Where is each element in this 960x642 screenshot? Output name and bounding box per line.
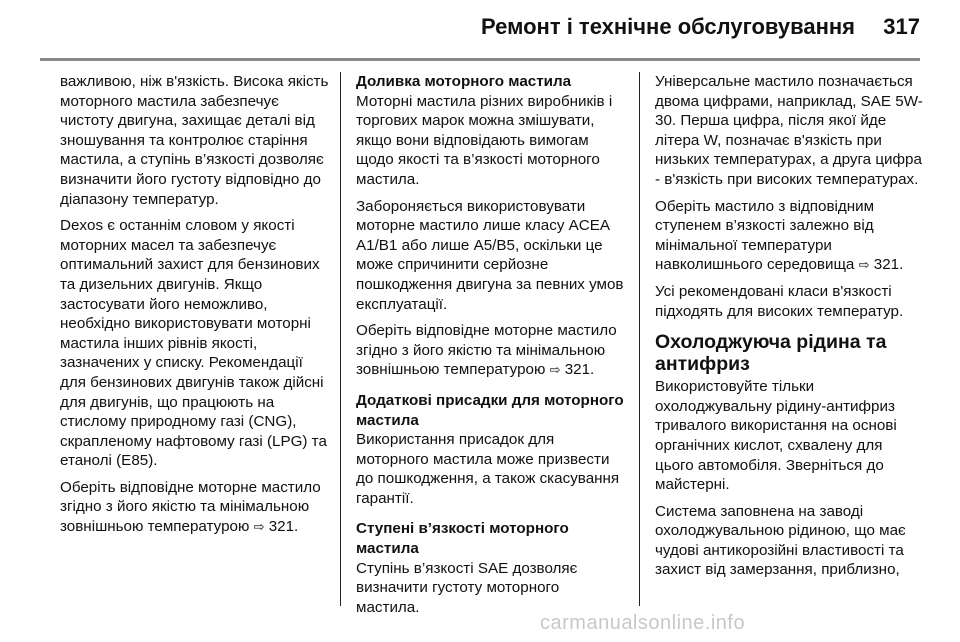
- paragraph: Усі рекомендовані класи в'язкості підходять для високих температур.: [655, 282, 904, 320]
- paragraph: [356, 321, 626, 380]
- paragraph: Моторні мастила різних виробників і торгових марок можна змішувати, якщо вони відповідають вимогам щодо якості та в’язкості моторного мастила.: [356, 92, 613, 188]
- column-2: [356, 72, 626, 624]
- paragraph-text: Оберіть відповідне моторне мастило згідно з його якістю та мінімальною зовнішньою температурою: [60, 478, 321, 536]
- page-ref-arrow-icon: ⇨: [549, 362, 561, 378]
- column-divider-1: [340, 72, 341, 606]
- paragraph: Ступінь в’язкості SAE дозволяє визначити густоту моторного мастила.: [356, 559, 578, 616]
- paragraph: Забороняється використовувати моторне мастило лише класу ACEA A1/B1 або лише A5/B5, оскільки це може спричинити серйозне пошкодження двигуна за певних умов експлуатації.: [356, 197, 624, 313]
- page-ref-number: 321.: [268, 518, 299, 536]
- section-title: Охолоджуюча рідина та антифриз: [655, 331, 887, 376]
- paragraph: Dexos є останнім словом у якості моторних масел та забезпечує оптимальний захист для бензинових та дизельних двигунів. Якщо застосувати його неможливо, необхідно використовувати моторні мастила інших рівнів якості, зазначених у списку. Рекомендації для бензинових двигунів також дійсні для двигунів, що працюють на стислому природному газі (CNG), скрапленому нафтовому газі (LPG) та етанолі (E85).: [60, 217, 327, 470]
- paragraph: Універсальне мастило позначається двома цифрами, наприклад, SAE 5W-30. Перша цифра, після якої йде літера W, позначає в'язкість при низьких температурах, а друга цифра - в'язкість при високих температурах.: [655, 73, 923, 188]
- section-heading: Додаткові присадки для моторного мастила: [356, 391, 624, 429]
- paragraph-text: Оберіть відповідне моторне мастило згідно з його якістю та мінімальною зовнішньою температурою: [356, 322, 617, 379]
- paragraph: [655, 197, 925, 275]
- paragraph: [60, 478, 330, 537]
- watermark-text: carmanualsonline.info: [540, 612, 746, 634]
- column-3: [655, 72, 925, 587]
- column-divider-2: [639, 72, 640, 606]
- page-reference[interactable]: [254, 518, 299, 535]
- column-1: [60, 72, 330, 544]
- page-ref-number: 321.: [873, 256, 904, 274]
- paragraph: Система заповнена на заводі охолоджувальною рідиною, що має чудові антикорозійні властивості та захист від замерзання, приблизно,: [655, 502, 906, 579]
- paragraph: Використання присадок для моторного мастила може призвести до пошкодження, а також скасування гарантії.: [356, 431, 620, 507]
- page-reference[interactable]: [550, 361, 595, 378]
- page-title: Ремонт і технічне обслуговування: [481, 14, 855, 39]
- page-ref-arrow-icon: ⇨: [253, 519, 265, 535]
- header-divider: [40, 58, 920, 61]
- page-number: 317: [883, 14, 920, 39]
- page-reference[interactable]: [859, 256, 904, 273]
- paragraph-text: Оберіть мастило з відповідним ступенем в’язкості залежно від мінімальної температури навколишнього середовища: [655, 197, 875, 274]
- page-ref-arrow-icon: ⇨: [858, 257, 870, 273]
- page-ref-number: 321.: [564, 361, 595, 379]
- section-heading: Доливка моторного мастила: [356, 73, 572, 90]
- paragraph: Використовуйте тільки охолоджувальну рідину-антифриз тривалого використання на основі органічних кислот, схвалену для цього автомобіля. Зверніться до майстерні.: [655, 378, 897, 494]
- section-heading: Ступені в’язкості моторного мастила: [356, 520, 569, 558]
- page-header: [0, 0, 960, 58]
- paragraph: важливою, ніж в'язкість. Висока якість моторного мастила забезпечує чистоту двигуна, захищає деталі від зношування та контролює старіння мастила, а ступінь в’язкості дозволяє визначити його густоту відповідно до діапазону температур.: [60, 73, 329, 208]
